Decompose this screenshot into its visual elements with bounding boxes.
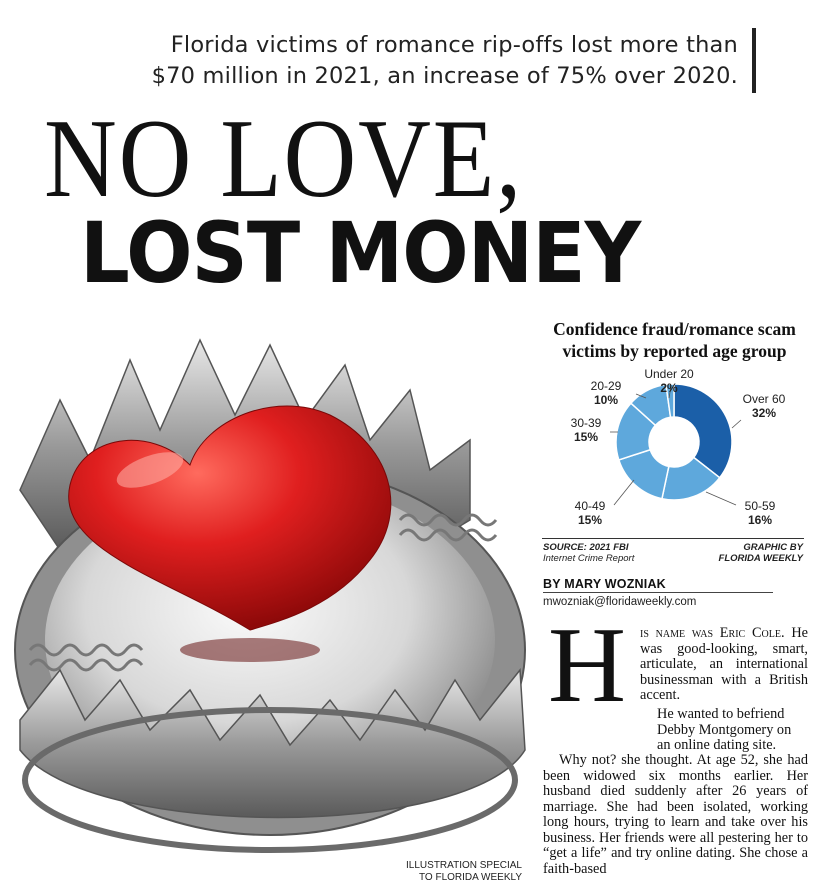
chart-title <box>536 318 813 362</box>
byline-email: mwozniak@floridaweekly.com <box>543 596 697 608</box>
headline-line-1: NO LOVE, <box>44 97 524 221</box>
label-30-39 <box>558 416 614 444</box>
byline-author: BY MARY WOZNIAK <box>543 577 666 591</box>
article-paragraph-2 <box>543 707 808 754</box>
label-under-20 <box>634 367 704 395</box>
illustration-credit <box>380 860 522 884</box>
label-50-59-value: 16% <box>747 513 773 527</box>
label-20-29-name: 20-29 <box>590 379 622 393</box>
byline-rule <box>543 592 773 593</box>
label-under-20-name: Under 20 <box>644 367 694 381</box>
article-paragraph-3: Why not? she thought. At age 52, she had been widowed six months earlier. Her husband died suddenly after 26 years of marriage. She had been isolated, working long hours, trying to learn and take over his business. Her friends were all pestering her to “get a life” and try online dating. She chose a faith-based <box>543 752 808 877</box>
chart-title-line-2: victims by reported age group <box>562 341 787 361</box>
paragraph-2-text: He wanted to befriend Debby Montgomery on an online dating site. <box>657 706 792 753</box>
age-group-donut-chart <box>536 360 813 540</box>
label-over-60 <box>730 392 798 420</box>
source-detail: Internet Crime Report <box>543 553 635 564</box>
deck-rule <box>752 28 756 93</box>
label-over-60-name: Over 60 <box>742 392 786 406</box>
article-paragraph-1 <box>640 626 808 704</box>
label-40-49-name: 40-49 <box>574 499 606 513</box>
graphic-by-line-2: FLORIDA WEEKLY <box>718 553 803 564</box>
chart-title-line-1: Confidence fraud/romance scam <box>553 319 796 339</box>
drop-cap: H <box>548 606 626 725</box>
heart-shadow <box>180 638 320 662</box>
credit-line-1: ILLUSTRATION SPECIAL <box>406 860 522 871</box>
label-30-39-value: 15% <box>573 430 599 444</box>
deck-line-2: $70 million in 2021, an increase of 75% over 2020. <box>151 63 738 89</box>
label-40-49-value: 15% <box>577 513 603 527</box>
label-20-29 <box>578 379 634 407</box>
headline-line-2: LOST MONEY <box>80 204 641 302</box>
label-over-60-value: 32% <box>751 406 777 420</box>
chart-source <box>543 542 634 564</box>
donut-slice-over-60 <box>674 384 732 478</box>
leader-over-60 <box>732 420 741 428</box>
label-20-29-value: 10% <box>593 393 619 407</box>
graphic-by-line-1: GRAPHIC BY <box>743 542 803 553</box>
label-50-59 <box>732 499 788 527</box>
label-30-39-name: 30-39 <box>570 416 602 430</box>
credit-line-2: TO FLORIDA WEEKLY <box>419 872 522 883</box>
deck-line-1: Florida victims of romance rip-offs lost more than <box>170 32 738 58</box>
label-under-20-value: 2% <box>660 381 678 395</box>
chart-rule <box>542 538 804 539</box>
heart-in-trap-illustration <box>0 320 540 890</box>
graphic-credit <box>680 542 803 564</box>
label-40-49 <box>562 499 618 527</box>
label-50-59-name: 50-59 <box>744 499 776 513</box>
paragraph-1-rest: He was good-looking, smart, articulate, an international businessman with a British accent. <box>640 625 809 703</box>
deck <box>128 30 738 92</box>
source-label: SOURCE: 2021 FBI <box>543 542 629 553</box>
lead-in-smallcaps: is name was Eric Cole. <box>640 625 785 641</box>
